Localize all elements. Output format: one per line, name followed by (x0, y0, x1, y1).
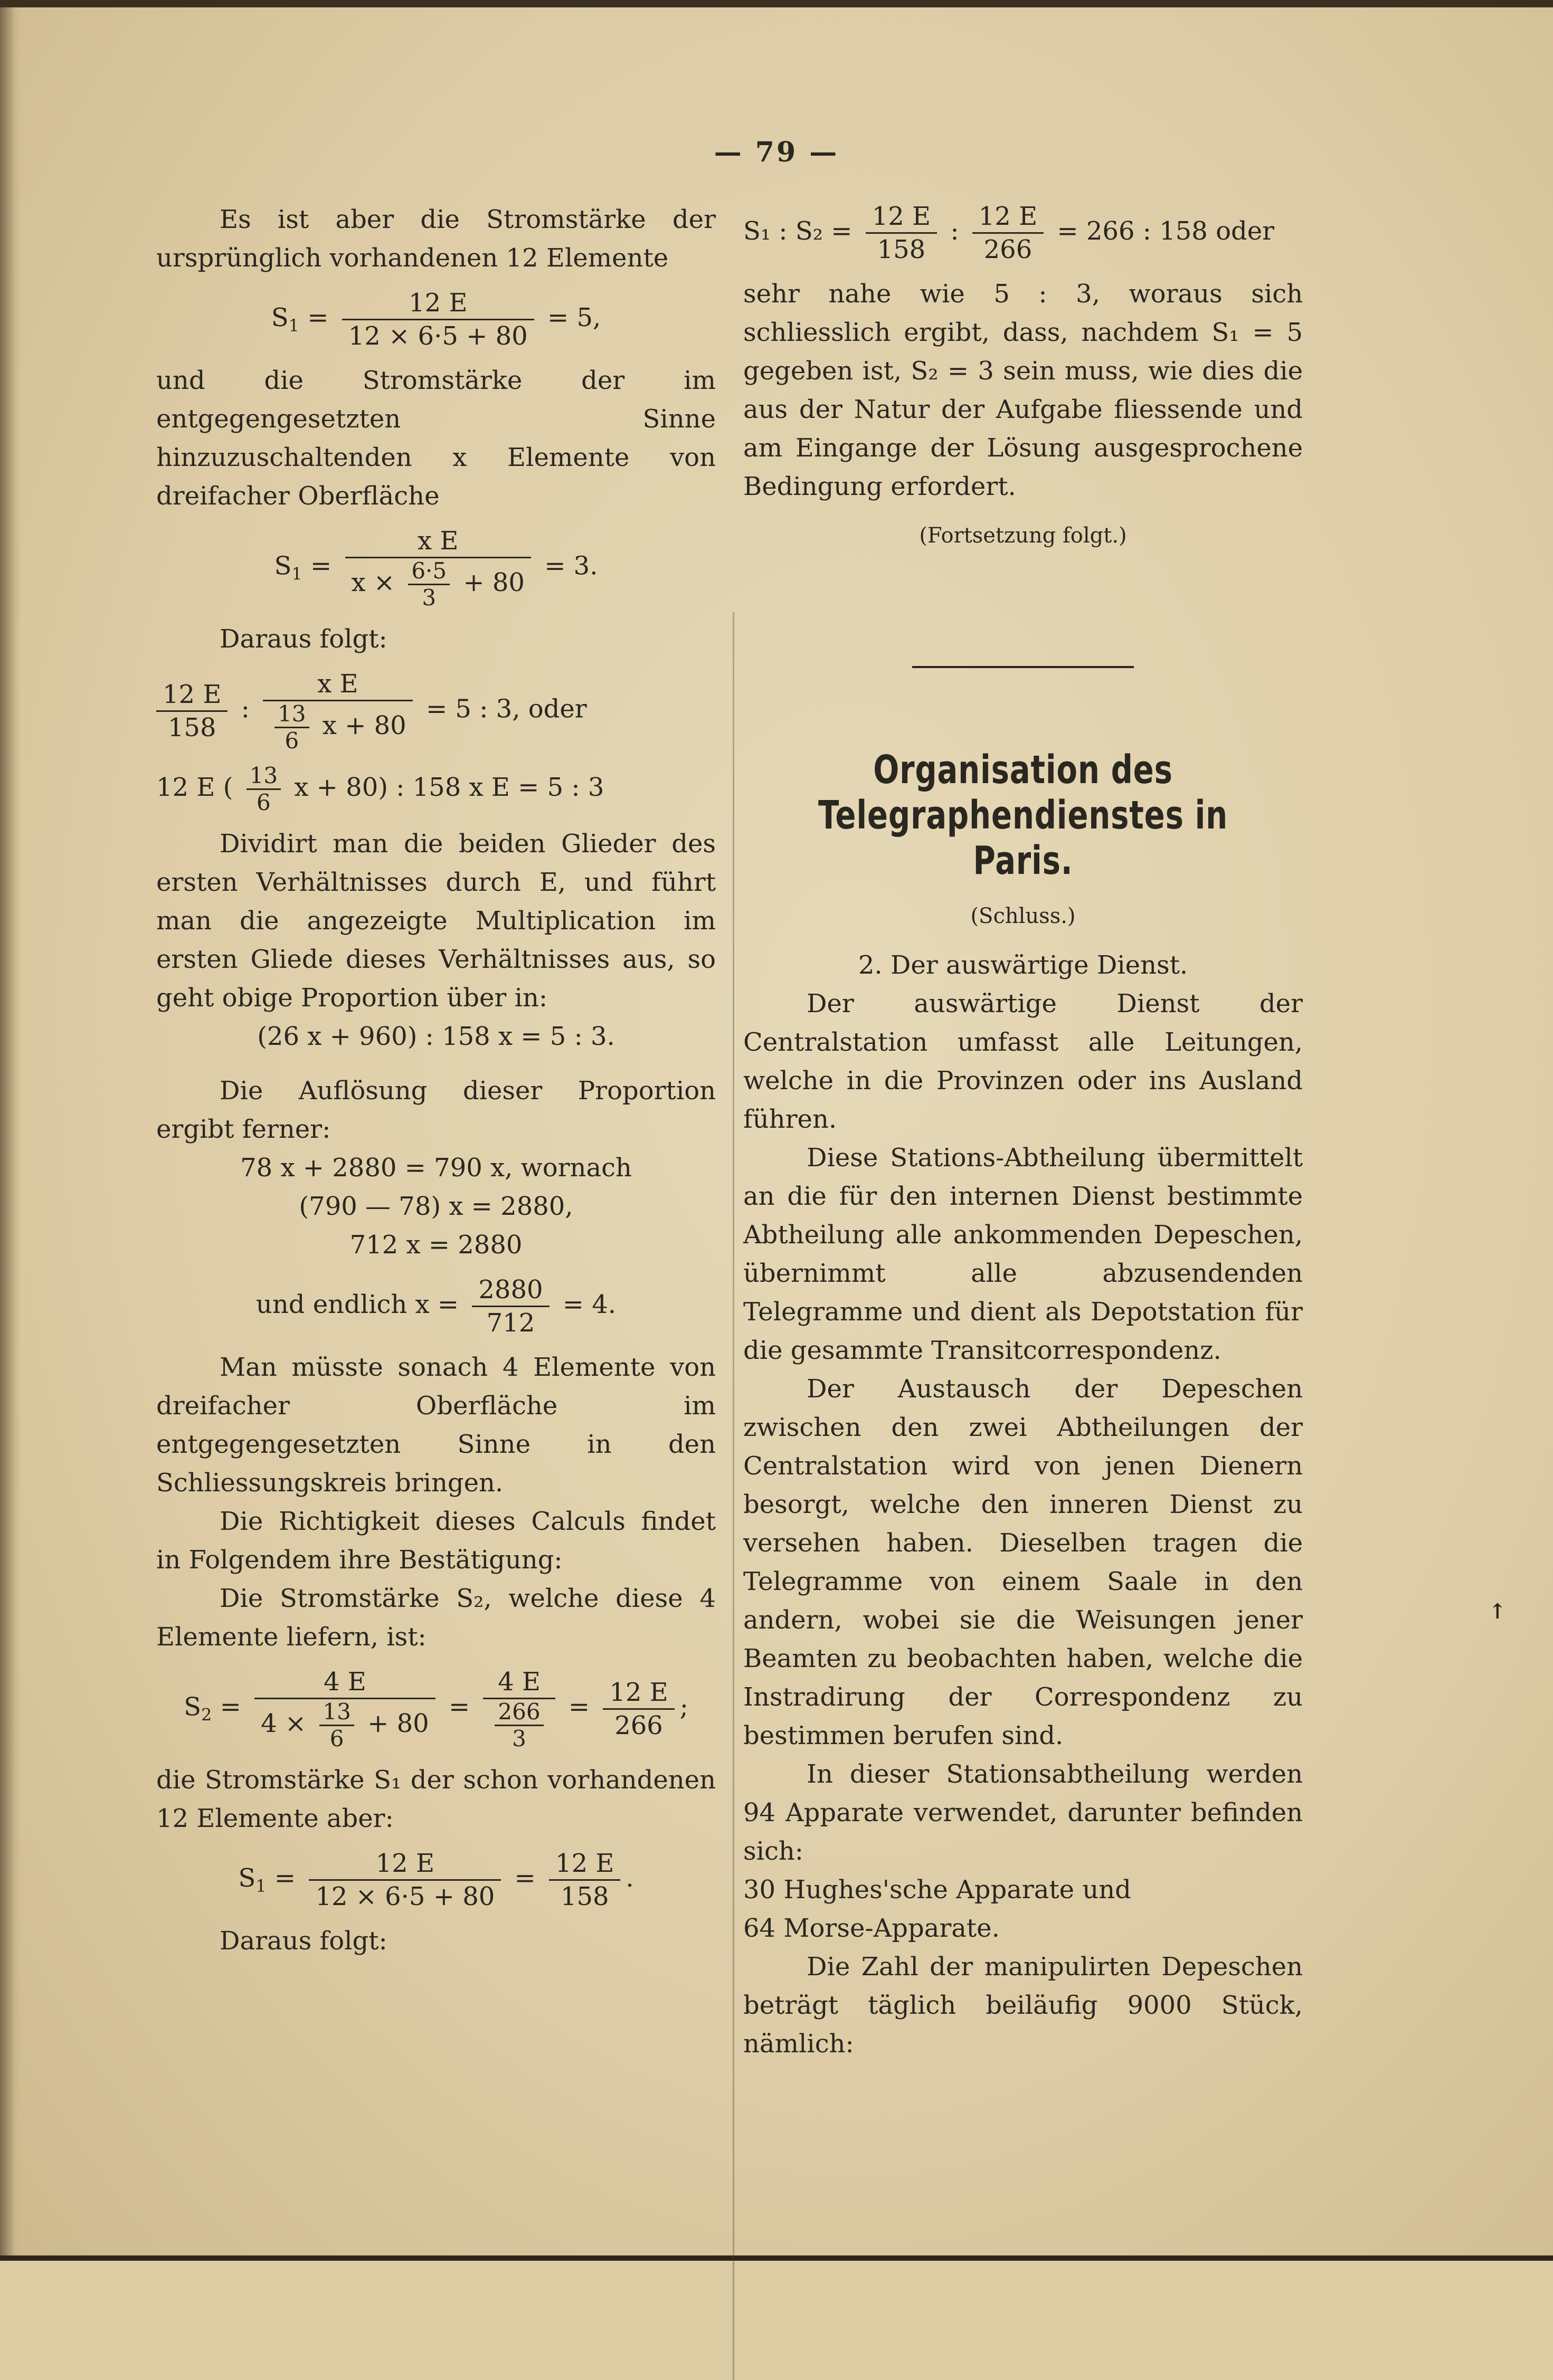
denominator: 3 (512, 1726, 526, 1751)
formula-s1-initial (156, 287, 716, 352)
formula-eq: = (448, 1692, 470, 1722)
formula-s1-opposed (156, 525, 716, 611)
fraction (254, 1666, 435, 1751)
denominator: 266 (614, 1710, 663, 1740)
numerator: 4 E (254, 1666, 435, 1699)
numerator: 12 E (972, 201, 1044, 234)
section-heading: 2. Der auswärtige Dienst. (858, 950, 1188, 980)
article-title: Organisation des Telegraphendienstes in Paris. (818, 747, 1228, 883)
left-column (156, 201, 716, 1960)
denominator (254, 1699, 435, 1751)
formula-line: (790 — 78) x = 2880, (299, 1192, 573, 1221)
list-item: 30 Hughes'sche Apparate und (743, 1875, 1131, 1905)
fraction (603, 1677, 674, 1741)
den-suffix: + 80 (367, 1709, 429, 1738)
fraction (156, 679, 228, 744)
paragraph: Der auswärtige Dienst der Centralstation umfasst alle Leitungen, welche in die Provinzen oder ins Ausland führen. (743, 989, 1303, 1134)
formula-rhs: = 266 : 158 oder (1057, 216, 1275, 246)
fraction (972, 201, 1044, 265)
numerator: x E (263, 668, 413, 701)
formula-line: (26 x + 960) : 158 x = 5 : 3. (257, 1022, 615, 1051)
numerator: 4 E (483, 1666, 555, 1699)
numerator: 12 E (603, 1677, 674, 1710)
paragraph: Daraus folgt: (220, 1926, 387, 1956)
formula-eq: = (514, 1863, 536, 1893)
formula-line: 78 x + 2880 = 790 x, wornach (240, 1153, 632, 1183)
formula-result (156, 1274, 716, 1339)
numerator: 12 E (156, 679, 228, 712)
numerator: 13 (319, 1699, 354, 1726)
numerator: 12 E (866, 201, 937, 234)
paragraph: sehr nahe wie 5 : 3, woraus sich schliesslich ergibt, dass, nachdem S₁ = 5 gegeben ist, S₂ = 3 sein muss, wie dies die aus der Natur der Aufgabe fliessende und am Eingange der Lösung ausgesprochene Bedingung erfordert. (743, 279, 1303, 501)
numerator: 12 E (342, 287, 534, 320)
page-number: — 79 — (714, 136, 839, 168)
numerator: 12 E (309, 1848, 501, 1881)
colon: : (950, 216, 959, 246)
denominator: 12 × 6·5 + 80 (315, 1882, 495, 1911)
fraction (549, 1848, 620, 1912)
fraction (483, 1666, 555, 1751)
formula-eq: = (310, 551, 332, 581)
paragraph: und die Stromstärke der im entgegengesetzten Sinne hinzuzuschaltenden x Elemente von dreifacher Oberfläche (156, 366, 716, 511)
paragraph: Dividirt man die beiden Glieder des ersten Verhältnisses durch E, und führt man die angezeigte Multiplication im ersten Gliede dieses Verhältnisses aus, so geht obige Proportion über in: (156, 829, 716, 1013)
page-edge-shadow (0, 0, 21, 2261)
denominator: 266 (983, 235, 1033, 264)
section-rule (912, 666, 1134, 668)
inner-fraction (274, 701, 309, 754)
numerator: 13 (274, 701, 309, 728)
formula-rhs: = 5 : 3, oder (425, 694, 587, 724)
formula-rhs: = 3. (544, 551, 598, 581)
formula-prefix: 12 E ( (156, 773, 233, 802)
formula-line: 712 x = 2880 (349, 1230, 523, 1260)
formula-eq: = (274, 1863, 296, 1893)
denominator: 158 (167, 712, 216, 742)
fraction (345, 525, 531, 611)
paragraph: Es ist aber die Stromstärke der ursprünglich vorhandenen 12 Elemente (156, 205, 716, 273)
formula-lhs: S (184, 1692, 201, 1722)
formula-suffix: x + 80) : 158 x E = 5 : 3 (294, 773, 604, 802)
denominator: 3 (422, 585, 437, 611)
denominator (345, 558, 531, 611)
formula-rhs: = 4. (562, 1290, 617, 1319)
formula-prefix: und endlich x = (255, 1290, 459, 1319)
inner-fraction (319, 1699, 354, 1751)
inner-fraction (247, 763, 281, 815)
paragraph: Die Zahl der manipulirten Depeschen beträgt täglich beiläufig 9000 Stück, nämlich: (743, 1952, 1303, 2059)
formula-lhs: S (238, 1863, 256, 1893)
formula-lhs-sub: 1 (255, 1876, 267, 1896)
colon: : (241, 694, 250, 724)
paragraph: Diese Stations-Abtheilung übermittelt an die für den internen Dienst bestimmte Abtheilung alle ankommenden Depeschen, übernimmt alle abzusendenden Telegramme und dient als Depotstation für die gesammte Transitcorrespondenz. (743, 1143, 1303, 1365)
column-divider (733, 612, 734, 2380)
formula-end: . (626, 1863, 634, 1893)
formula-end: ; (679, 1692, 688, 1722)
formula-ratio (743, 201, 1303, 265)
paragraph: Man müsste sonach 4 Elemente von dreifacher Oberfläche im entgegengesetzten Sinne in den Schliessungskreis bringen. (156, 1353, 716, 1498)
formula-proportion (156, 668, 716, 754)
numerator: 2880 (472, 1274, 549, 1307)
right-column (743, 201, 1303, 2063)
denominator: 6 (285, 728, 299, 754)
denominator: 12 × 6·5 + 80 (348, 321, 528, 351)
formula-expanded (156, 763, 716, 815)
denominator (483, 1699, 555, 1751)
article-subtitle: (Schluss.) (970, 904, 1076, 928)
paragraph: In dieser Stationsabtheilung werden 94 Apparate verwendet, darunter befinden sich: (743, 1759, 1303, 1866)
denominator: 158 (877, 235, 926, 264)
fraction (263, 668, 413, 754)
paragraph: Die Richtigkeit dieses Calculs findet in Folgendem ihre Bestätigung: (156, 1507, 716, 1575)
numerator: 266 (495, 1699, 543, 1726)
inner-fraction (408, 558, 450, 611)
formula-lhs-sub: 1 (291, 564, 302, 584)
formula-lhs: S (271, 303, 289, 332)
denominator (263, 701, 413, 754)
denominator: 158 (560, 1882, 609, 1911)
formula-s2 (156, 1666, 716, 1751)
denominator: 6 (256, 789, 271, 815)
formula-eq: = (568, 1692, 590, 1722)
formula-rhs: = 5, (547, 303, 601, 332)
numerator: 13 (247, 763, 281, 790)
continued-note: (Fortsetzung folgt.) (919, 523, 1127, 548)
list-item: 64 Morse-Apparate. (743, 1913, 1000, 1943)
paragraph: die Stromstärke S₁ der schon vorhandenen 12 Elemente aber: (156, 1765, 716, 1833)
denominator: 6 (329, 1726, 344, 1751)
formula-lhs-sub: 1 (288, 316, 299, 336)
numerator: x E (345, 525, 531, 558)
paragraph: Die Auflösung dieser Proportion ergibt ferner: (156, 1076, 716, 1144)
fraction (342, 287, 534, 352)
paragraph: Die Stromstärke S₂, welche diese 4 Elemente liefern, ist: (156, 1584, 716, 1652)
fraction (309, 1848, 501, 1912)
fraction (866, 201, 937, 265)
page-top-edge (0, 0, 1553, 7)
fraction (472, 1274, 549, 1339)
den-suffix: x + 80 (322, 711, 406, 740)
numerator: 12 E (549, 1848, 620, 1881)
den-prefix: 4 × (261, 1709, 307, 1738)
formula-s1-check (156, 1848, 716, 1912)
formula-lhs-sub: 2 (201, 1705, 212, 1725)
formula-eq: = (307, 303, 329, 332)
den-prefix: x × (351, 568, 395, 597)
inner-fraction (495, 1699, 543, 1751)
formula-lhs: S₁ : S₂ = (743, 216, 853, 246)
margin-mark-icon: ↑ (1489, 1599, 1507, 1624)
den-suffix: + 80 (463, 568, 525, 597)
formula-lhs: S (274, 551, 292, 581)
page-bottom-edge (0, 2255, 1553, 2261)
numerator: 6·5 (408, 558, 450, 585)
paragraph: Daraus folgt: (220, 624, 387, 654)
formula-eq: = (220, 1692, 241, 1722)
denominator: 712 (486, 1308, 535, 1338)
paragraph: Der Austausch der Depeschen zwischen den zwei Abtheilungen der Centralstation wird von jenen Dienern besorgt, welche den inneren Dienst zu versehen haben. Dieselben tragen die Telegramme von einem Saale in den andern, wobei sie die Weisungen jener Beamten zu beobachten haben, welche die Instradirung der Correspondenz zu bestimmen berufen sind. (743, 1374, 1303, 1750)
